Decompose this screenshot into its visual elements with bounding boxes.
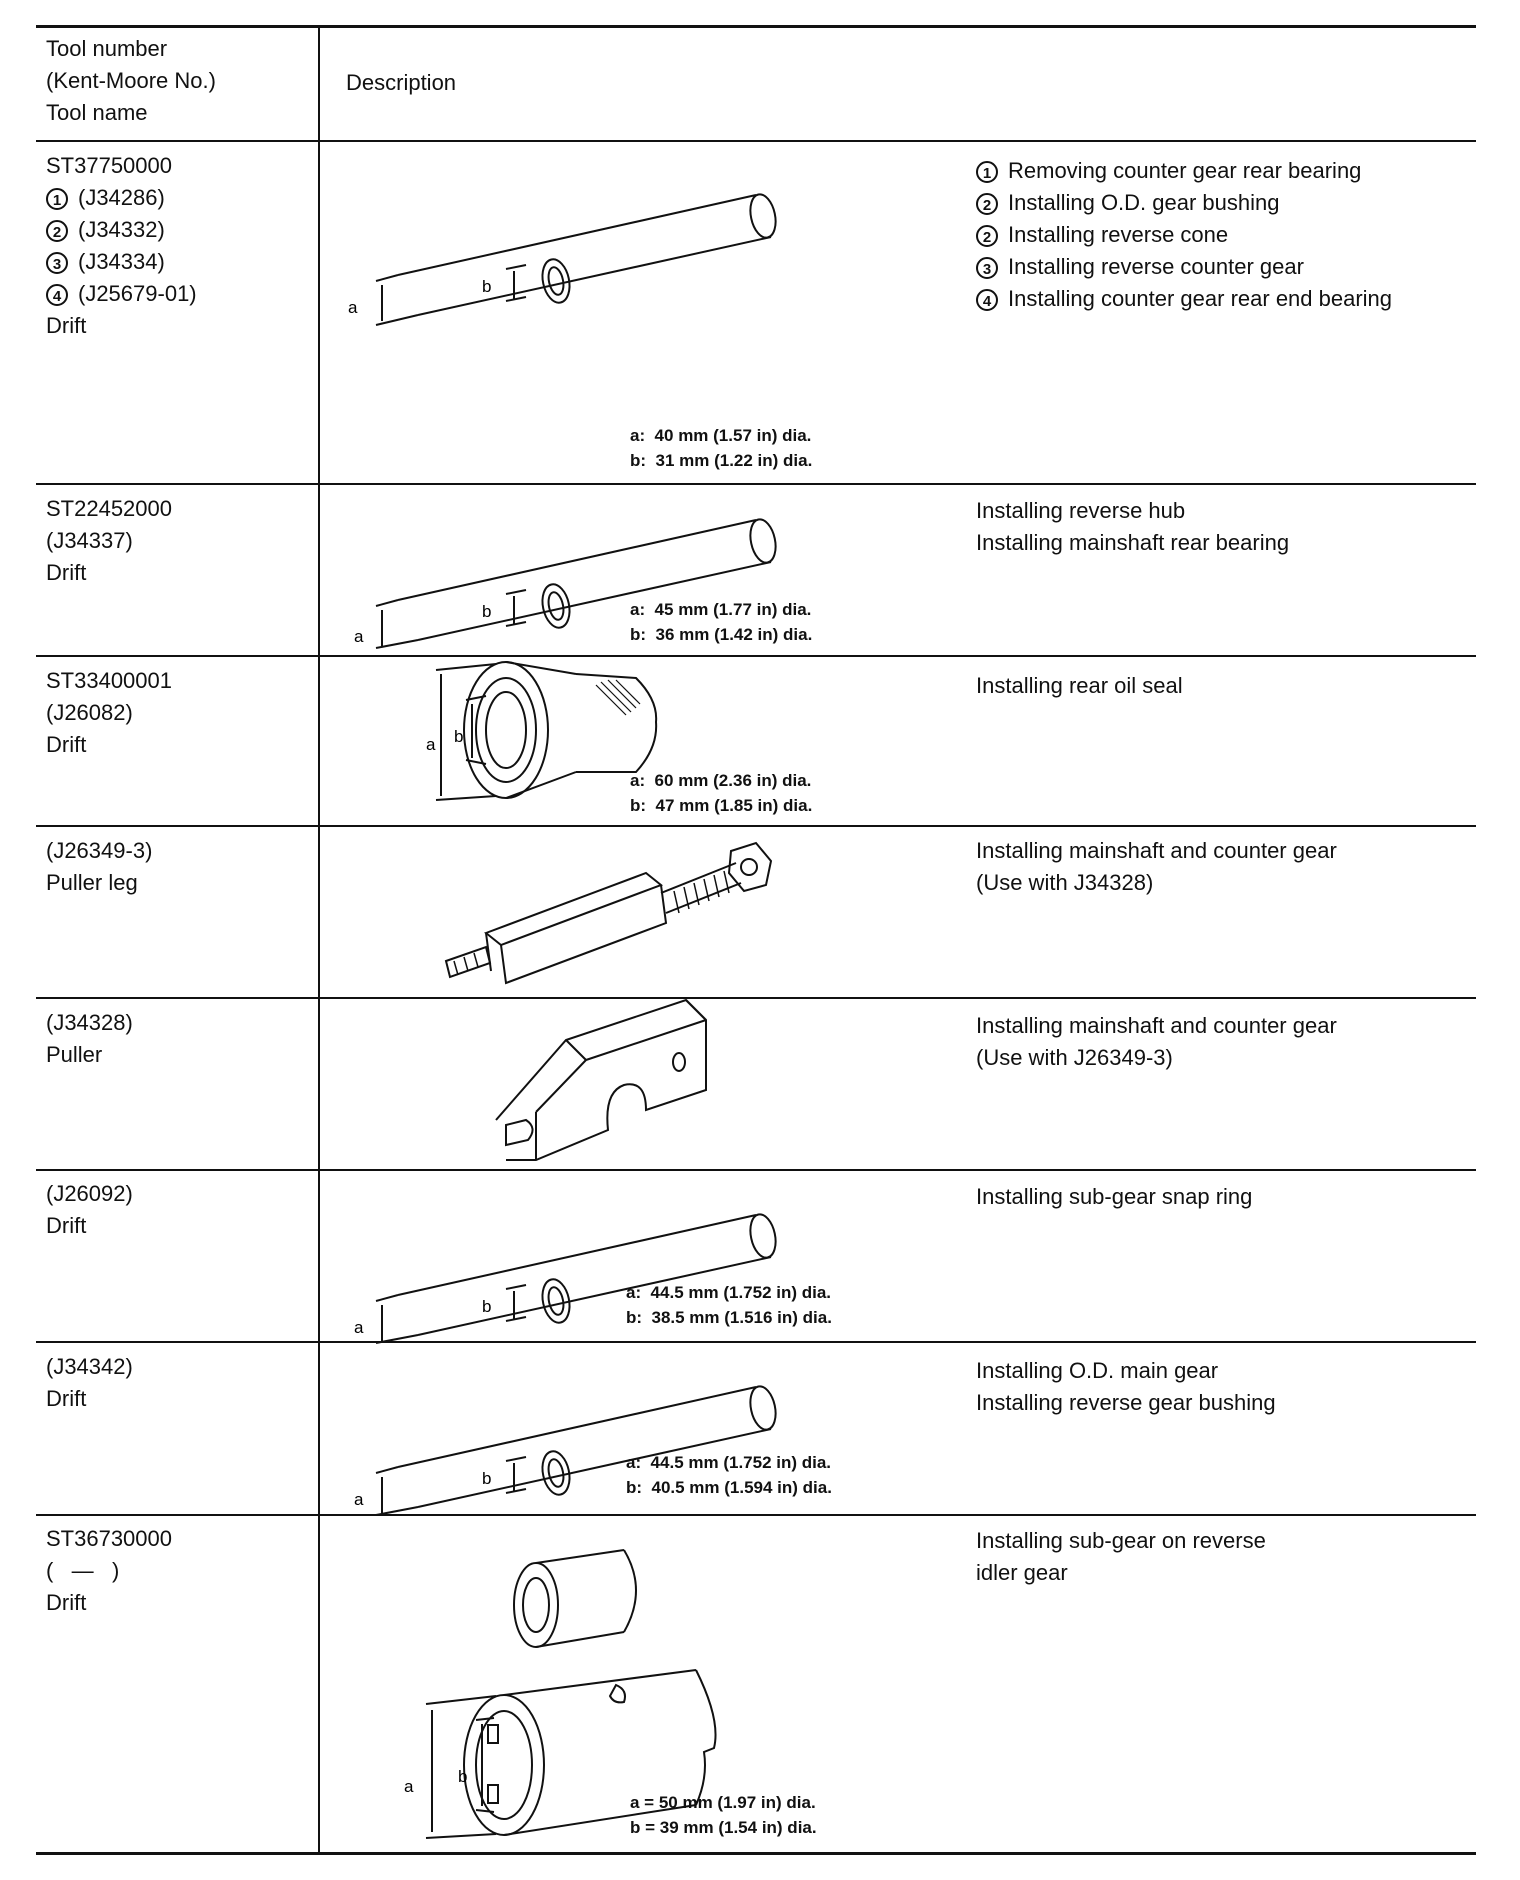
tool-cell	[46, 835, 311, 899]
description-line: 1 Removing counter gear rear bearing	[976, 155, 1476, 187]
description-line: idler gear	[976, 1560, 1068, 1585]
puller-plate-icon	[496, 1000, 756, 1170]
description-line: Installing mainshaft rear bearing	[976, 530, 1290, 555]
row-divider	[36, 825, 1476, 827]
tool-name: Drift	[46, 560, 87, 585]
kent-moore-number: ( — )	[46, 1558, 120, 1583]
tool-name: Puller leg	[46, 870, 138, 895]
dimensions-note: a: 44.5 mm (1.752 in) dia. b: 40.5 mm (1.594 in) dia.	[626, 1453, 832, 1497]
circled-number-icon: 3	[46, 252, 68, 274]
row-divider	[36, 483, 1476, 485]
tool-cell	[46, 150, 311, 342]
description-cell	[976, 1010, 1476, 1074]
dim-label-a: a	[354, 1490, 364, 1509]
table-top-rule	[36, 25, 1476, 28]
dim-label-b: b	[454, 727, 464, 746]
circled-number-icon: 1	[46, 188, 68, 210]
tool-name: Drift	[46, 1386, 87, 1411]
dim-label-a: a	[348, 298, 358, 317]
description-line: Installing sub-gear on reverse	[976, 1528, 1266, 1553]
tool-name: Puller	[46, 1042, 103, 1067]
dim-label-b: b	[482, 602, 492, 621]
tool-name: Drift	[46, 313, 87, 338]
description-cell	[976, 835, 1476, 899]
circled-number-icon: 4	[976, 289, 998, 311]
dim-label-a: a	[354, 627, 364, 646]
kent-moore-number: (J26092)	[46, 1181, 133, 1206]
drift-tube-icon	[348, 195, 796, 395]
kent-moore-number: (J26082)	[46, 700, 133, 725]
circled-number-icon: 2	[976, 225, 998, 247]
tool-cell	[46, 1523, 311, 1619]
description-line: Installing mainshaft and counter gear	[976, 1013, 1337, 1038]
kent-moore-number: (J34342)	[46, 1354, 133, 1379]
circled-number-icon: 2	[976, 193, 998, 215]
special-tools-table	[36, 25, 1476, 1855]
description-line: 3 Installing reverse counter gear	[976, 251, 1476, 283]
description-line: (Use with J34328)	[976, 870, 1154, 895]
description-line: 4 Installing counter gear rear end bearing	[976, 283, 1476, 315]
tool-number: ST33400001	[46, 668, 172, 693]
dimensions-note: a = 50 mm (1.97 in) dia. b = 39 mm (1.54 in) dia.	[630, 1793, 817, 1837]
row-divider	[36, 655, 1476, 657]
description-cell	[976, 1525, 1476, 1589]
description-cell	[976, 495, 1476, 559]
tool-name: Drift	[46, 1590, 87, 1615]
puller-leg-icon	[446, 833, 786, 993]
tool-cell	[46, 665, 311, 761]
description-cell	[976, 1355, 1476, 1419]
dim-label-b: b	[482, 1469, 492, 1488]
kent-moore-number: 3 (J34334)	[46, 246, 311, 278]
header-description: Description	[346, 70, 457, 95]
header-line: Tool number	[46, 36, 168, 61]
tool-cell	[46, 1351, 311, 1415]
kent-moore-number: (J26349-3)	[46, 838, 153, 863]
kent-moore-number: 2 (J34332)	[46, 214, 311, 246]
description-cell	[976, 155, 1476, 315]
description-line: (Use with J26349-3)	[976, 1045, 1173, 1070]
dimensions-note: a: 45 mm (1.77 in) dia. b: 36 mm (1.42 in) dia.	[630, 600, 813, 644]
dimensions-note: a: 44.5 mm (1.752 in) dia. b: 38.5 mm (1.516 in) dia.	[626, 1283, 832, 1327]
description-line: 2 Installing reverse cone	[976, 219, 1476, 251]
tool-cell	[46, 1178, 311, 1242]
dim-label-b: b	[458, 1767, 468, 1786]
description-line: Installing mainshaft and counter gear	[976, 838, 1337, 863]
dimensions-note: a: 60 mm (2.36 in) dia. b: 47 mm (1.85 in) dia.	[630, 771, 813, 815]
circled-number-icon: 1	[976, 161, 998, 183]
tool-number: ST36730000	[46, 1526, 172, 1551]
circled-number-icon: 3	[976, 257, 998, 279]
dim-label-a: a	[354, 1318, 364, 1337]
kent-moore-number: (J34337)	[46, 528, 133, 553]
row-divider	[36, 997, 1476, 999]
description-cell	[976, 670, 1476, 702]
dim-label-a: a	[404, 1777, 414, 1796]
kent-moore-number: 4 (J25679-01)	[46, 278, 311, 310]
header-line: (Kent-Moore No.)	[46, 68, 216, 93]
kent-moore-number: (J34328)	[46, 1010, 133, 1035]
header-tool-column	[46, 33, 311, 129]
circled-number-icon: 4	[46, 284, 68, 306]
description-line: Installing reverse gear bushing	[976, 1390, 1276, 1415]
tool-cell	[46, 1007, 311, 1071]
circled-number-icon: 2	[46, 220, 68, 242]
dim-label-b: b	[482, 1297, 492, 1316]
kent-moore-number: 1 (J34286)	[46, 182, 311, 214]
drift-tube-icon	[354, 1347, 796, 1527]
tool-cell	[46, 493, 311, 589]
description-line: Installing reverse hub	[976, 498, 1186, 523]
tool-number: ST37750000	[46, 153, 172, 178]
table-bottom-rule	[36, 1852, 1476, 1855]
dimensions-note: a: 40 mm (1.57 in) dia. b: 31 mm (1.22 in) dia.	[630, 426, 813, 470]
row-divider	[36, 1169, 1476, 1171]
column-divider	[318, 25, 320, 1855]
tool-name: Drift	[46, 1213, 87, 1238]
tool-name: Drift	[46, 732, 87, 757]
description-line: Installing sub-gear snap ring	[976, 1184, 1253, 1209]
dim-label-a: a	[426, 735, 436, 754]
description-line: Installing rear oil seal	[976, 673, 1183, 698]
header-line: Tool name	[46, 100, 148, 125]
description-cell	[976, 1181, 1476, 1213]
tool-number: ST22452000	[46, 496, 172, 521]
description-line: Installing O.D. main gear	[976, 1358, 1219, 1383]
description-line: 2 Installing O.D. gear bushing	[976, 187, 1476, 219]
dim-label-b: b	[482, 277, 492, 296]
row-divider	[36, 140, 1476, 142]
